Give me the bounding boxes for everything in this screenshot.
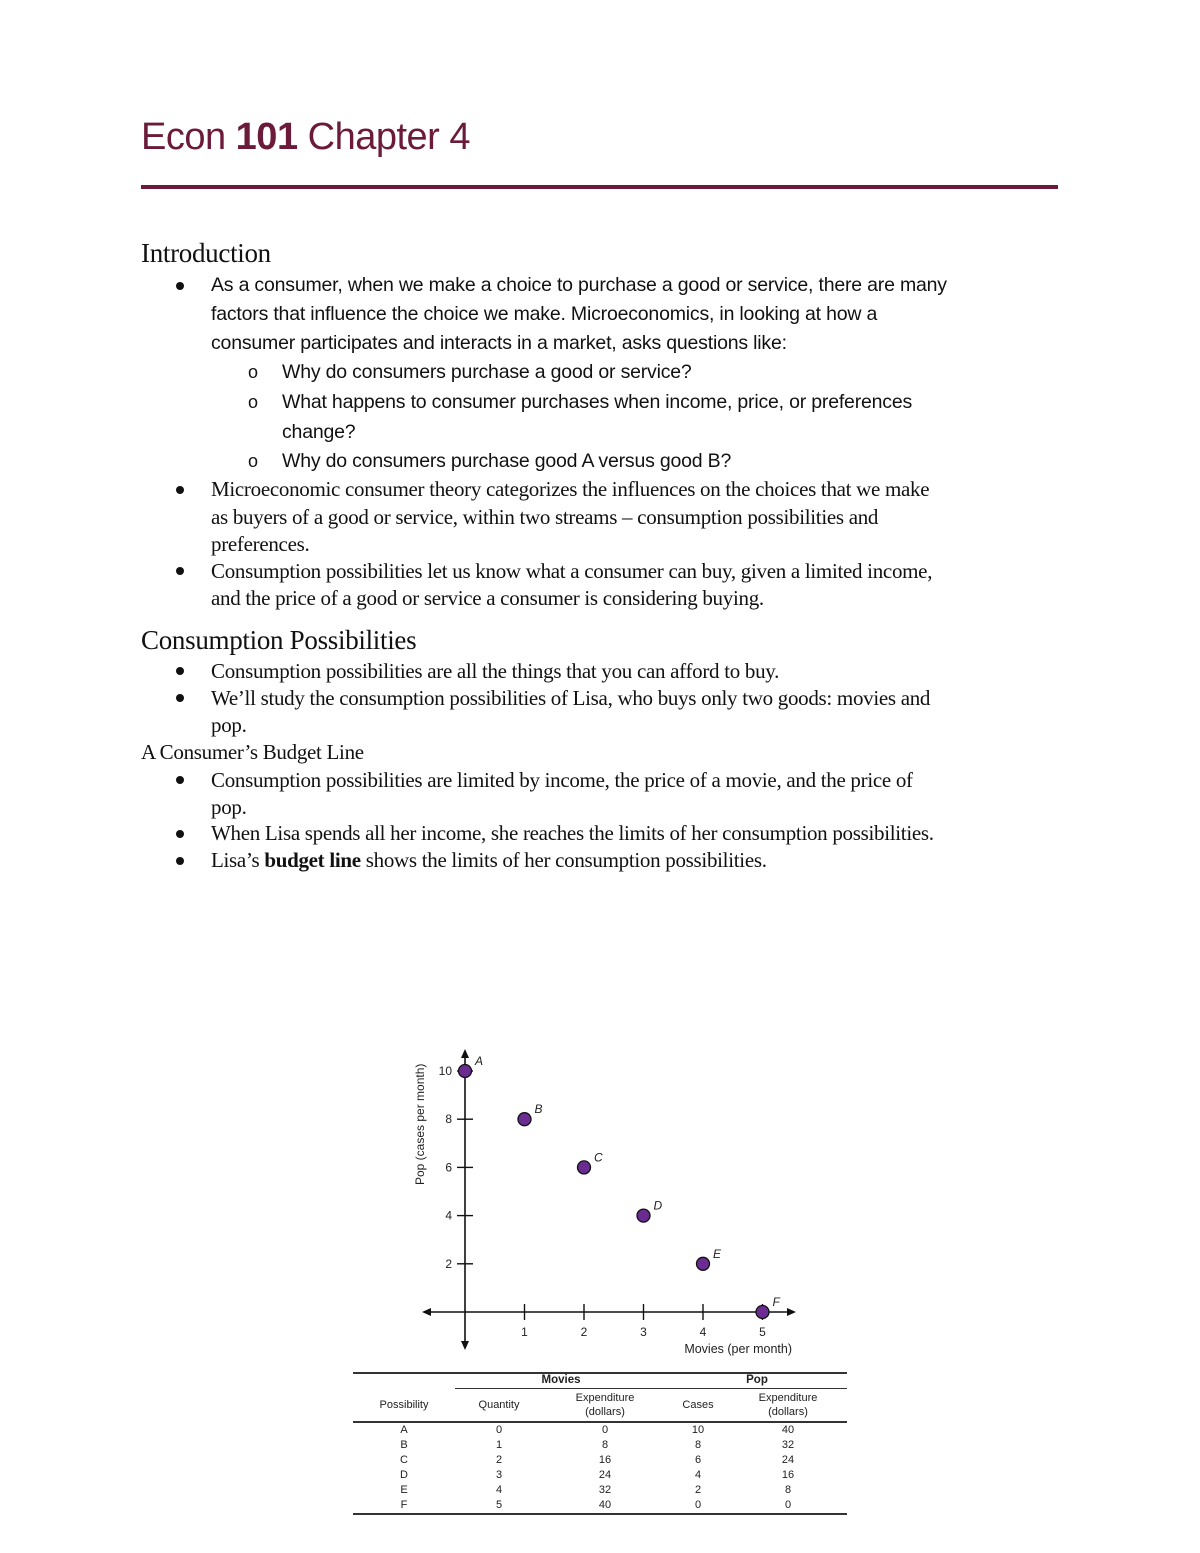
x-tick-label: 1: [521, 1325, 528, 1339]
table-row: [353, 1483, 847, 1498]
table-cell: 0: [601, 1424, 609, 1436]
heading-consumption-possibilities: Consumption Possibilities: [141, 625, 417, 655]
point-label: B: [534, 1102, 543, 1117]
bullet-icon: [176, 486, 184, 494]
bullet-icon: [176, 567, 184, 575]
col-quantity: Quantity: [455, 1389, 543, 1423]
budget-scatter-chart: [400, 1040, 820, 1370]
intro-bullet3-line2: and the price of a good or service a consumer is considering buying.: [211, 586, 764, 610]
title-suffix: Chapter 4: [297, 116, 471, 158]
point-label: F: [772, 1295, 780, 1309]
table-cell: 6: [694, 1454, 702, 1466]
data-point-b: [518, 1113, 531, 1126]
table-cell: 3: [495, 1469, 503, 1481]
cp-bullet1: Consumption possibilities are all the things that you can afford to buy.: [211, 659, 780, 683]
data-point-c: [578, 1161, 591, 1174]
y-tick-label: 2: [445, 1256, 452, 1271]
title-prefix: Econ: [141, 116, 236, 158]
table-cell: D: [400, 1469, 408, 1481]
hollow-bullet-icon: o: [248, 451, 259, 471]
y-tick-label: 8: [445, 1112, 452, 1127]
group-header-pop: Pop: [667, 1372, 847, 1389]
table-row: [353, 1422, 847, 1438]
x-axis-right-arrow-icon: [787, 1308, 796, 1316]
hollow-bullet-icon: o: [248, 362, 259, 382]
budget-bullet1-line1: Consumption possibilities are limited by income, the price of a movie, and the price of: [211, 768, 913, 792]
y-axis-up-arrow-icon: [461, 1049, 469, 1058]
chart-canvas: [400, 1040, 820, 1370]
table-cell: 10: [691, 1424, 705, 1436]
table-cell: 16: [781, 1469, 795, 1481]
col-cases: Cases: [667, 1389, 729, 1423]
table-cell: 2: [495, 1454, 503, 1466]
bullet-icon: [176, 776, 184, 784]
y-axis-down-arrow-icon: [461, 1341, 469, 1350]
intro-bullet2-line2: as buyers of a good or service, within two streams – consumption possibilities and: [211, 505, 879, 529]
intro-bullet2-line3: preferences.: [211, 532, 310, 556]
point-label: D: [653, 1198, 663, 1213]
y-tick-label: 6: [445, 1160, 452, 1175]
table-cell: 40: [781, 1424, 795, 1436]
data-point-a: [459, 1065, 472, 1078]
table-cell: 8: [784, 1484, 792, 1496]
possibilities-table: [353, 1372, 847, 1515]
title-rule: [141, 185, 1058, 189]
intro-sub-bullet1: Why do consumers purchase a good or service?: [282, 361, 692, 383]
table-cell: 16: [598, 1454, 612, 1466]
table-cell: 5: [455, 1498, 543, 1514]
table-body: [353, 1422, 847, 1514]
data-point-d: [637, 1209, 650, 1222]
table-cell: 1: [495, 1439, 503, 1451]
chart-points: [459, 1054, 781, 1319]
point-label: A: [475, 1054, 484, 1068]
table-cell: 0: [495, 1424, 503, 1436]
y-axis-label: Pop (cases per month): [413, 1063, 427, 1185]
bullet-icon: [176, 282, 184, 290]
table-row: [353, 1468, 847, 1483]
table-cell: 32: [598, 1484, 612, 1496]
x-axis-left-arrow-icon: [422, 1308, 431, 1316]
table-header-blank: [353, 1372, 455, 1389]
subheading-budget-line: A Consumer’s Budget Line: [141, 740, 364, 764]
data-point-e: [697, 1257, 710, 1270]
hollow-bullet-icon: o: [248, 392, 259, 412]
point-label: C: [594, 1150, 603, 1165]
point-label: E: [713, 1246, 722, 1261]
x-tick-label: 4: [699, 1325, 707, 1339]
table-cell: C: [400, 1454, 408, 1466]
budget-bullet3-prefix: Lisa’s: [211, 848, 265, 872]
document-title: [141, 116, 470, 159]
intro-sub-bullet3: Why do consumers purchase good A versus good B?: [282, 450, 732, 472]
table-cell: 32: [781, 1439, 795, 1451]
table-row: [353, 1498, 847, 1514]
table-cell: 40: [543, 1498, 667, 1514]
heading-introduction: Introduction: [141, 238, 271, 268]
table-cell: A: [400, 1424, 408, 1436]
table-cell: 24: [598, 1469, 612, 1481]
cp-bullet2-line1: We’ll study the consumption possibilities of Lisa, who buys only two goods: movies and: [211, 686, 931, 710]
col-pop-expenditure: Expenditure (dollars): [729, 1389, 847, 1423]
table-cell: 8: [601, 1439, 609, 1451]
table-row: [353, 1453, 847, 1468]
bullet-icon: [176, 694, 184, 702]
cp-bullet2-line2: pop.: [211, 713, 247, 737]
bullet-icon: [176, 667, 184, 675]
bullet-icon: [176, 857, 184, 865]
table-cell: E: [400, 1484, 408, 1496]
y-tick-label: 4: [445, 1208, 452, 1223]
table-cell: 0: [667, 1498, 729, 1514]
bullet-icon: [176, 830, 184, 838]
table-cell: 4: [694, 1469, 702, 1481]
title-number: 101: [235, 116, 298, 158]
table-cell: 4: [495, 1484, 503, 1496]
budget-bullet3: [211, 848, 767, 873]
x-axis-label: Movies (per month): [684, 1342, 792, 1356]
budget-bullet1-line2: pop.: [211, 795, 247, 819]
intro-bullet1-line1: As a consumer, when we make a choice to purchase a good or service, there are many: [211, 274, 947, 296]
intro-bullet2-line1: Microeconomic consumer theory categorizes the influences on the choices that we make: [211, 477, 930, 501]
table-row: [353, 1438, 847, 1453]
col-possibility: Possibility: [353, 1389, 455, 1423]
intro-sub-bullet2-line2: change?: [282, 421, 356, 443]
x-tick-label: 3: [640, 1325, 647, 1339]
data-point-f: [756, 1306, 769, 1319]
intro-bullet1-line3: consumer participates and interacts in a market, asks questions like:: [211, 332, 787, 354]
table-cell: F: [353, 1498, 455, 1514]
table-cell: 24: [781, 1454, 795, 1466]
budget-line-term: budget line: [264, 848, 361, 872]
intro-sub-bullet2-line1: What happens to consumer purchases when income, price, or preferences: [282, 391, 913, 413]
x-tick-label: 5: [759, 1325, 766, 1339]
table-cell: 8: [694, 1439, 702, 1451]
table-cell: 0: [729, 1498, 847, 1514]
col-movie-expenditure: Expenditure (dollars): [543, 1389, 667, 1423]
table-cell: 2: [694, 1484, 702, 1496]
intro-bullet1-line2: factors that influence the choice we make. Microeconomics, in looking at how a: [211, 303, 878, 325]
chart-axes: [422, 1049, 796, 1350]
x-tick-label: 2: [580, 1325, 588, 1339]
group-header-movies: Movies: [455, 1372, 667, 1389]
intro-bullet3-line1: Consumption possibilities let us know what a consumer can buy, given a limited income,: [211, 559, 933, 583]
y-tick-label: 10: [438, 1064, 452, 1078]
table-cell: B: [400, 1439, 408, 1451]
budget-bullet3-suffix: shows the limits of her consumption possibilities.: [360, 848, 767, 872]
budget-bullet2: When Lisa spends all her income, she reaches the limits of her consumption possibilities.: [211, 821, 934, 845]
